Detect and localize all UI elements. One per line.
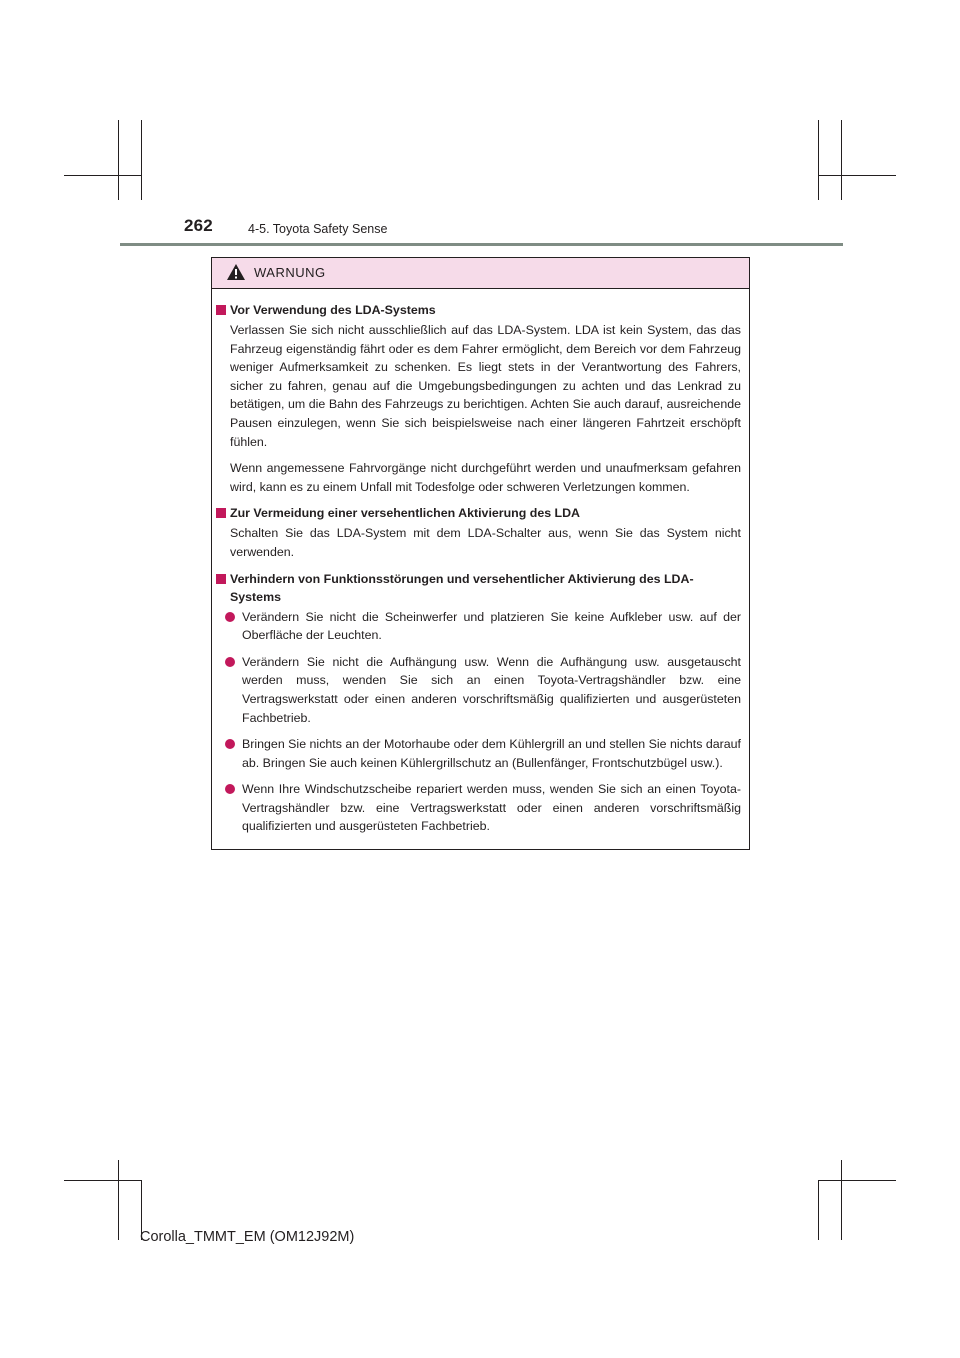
warning-triangle-icon (226, 263, 246, 281)
list-item: Bringen Sie nichts an der Motorhaube oder dem Kühlergrill an und stellen Sie nichts darauf ab. Bringen Sie auch keinen Kühlergrillschutz an (Bullenfänger, Frontschutzbügel usw.). (242, 735, 741, 772)
warning-box (211, 257, 750, 850)
circle-bullet-icon (225, 784, 235, 794)
circle-bullet-icon (225, 739, 235, 749)
circle-bullet-icon (225, 657, 235, 667)
circle-bullet-icon (225, 612, 235, 622)
paragraph: Schalten Sie das LDA-System mit dem LDA-Schalter aus, wenn Sie das System nicht verwenden. (230, 526, 741, 559)
paragraph: Wenn angemessene Fahrvorgänge nicht durchgeführt werden und unaufmerksam gefahren wird, kann es zu einem Unfall mit Todesfolge oder schweren Verletzungen kommen. (230, 461, 741, 494)
list-item: Wenn Ihre Windschutzscheibe repariert werden muss, wenden Sie sich an einen Toyota-Vertragshändler bzw. eine Vertragswerkstatt oder einen anderen vorschriftsmäßig qualifizierten und ausgerüsteten Fachbetrieb. (242, 780, 741, 836)
square-bullet-icon (216, 305, 226, 315)
square-bullet-icon (216, 574, 226, 584)
list-item: Verändern Sie nicht die Aufhängung usw. Wenn die Aufhängung usw. ausgetauscht werden muss, wenden Sie sich an einen Toyota-Vertragshändler bzw. eine Vertragswerkstatt oder einen anderen vorschriftsmäßig qualifizierten und ausgerüsteten Fachbetrieb. (242, 653, 741, 727)
footer-doc-id: Corolla_TMMT_EM (OM12J92M) (140, 1229, 355, 1245)
section-title: 4-5. Toyota Safety Sense (248, 222, 388, 236)
warning-title: WARNUNG (254, 265, 326, 280)
page-number: 262 (184, 216, 213, 235)
section-heading: Zur Vermeidung einer versehentlichen Aktivierung des LDA (212, 504, 741, 522)
square-bullet-icon (216, 508, 226, 518)
section-heading: Verhindern von Funktionsstörungen und versehentlicher Aktivierung des LDA-Systems (212, 570, 741, 606)
list-item: Verändern Sie nicht die Scheinwerfer und platzieren Sie keine Aufkleber usw. auf der Oberfläche der Leuchten. (242, 608, 741, 645)
warning-header (212, 258, 749, 289)
warning-body (212, 289, 749, 836)
header-rule (120, 243, 843, 246)
section-heading: Vor Verwendung des LDA-Systems (212, 301, 741, 319)
paragraph: Verlassen Sie sich nicht ausschließlich auf das LDA-System. LDA ist kein System, das das Fahrzeug eigenständig fährt oder es dem Fahrer ermöglicht, dem Bereich vor dem Fahrzeug weniger Aufmerksamkeit zu schenken. Es liegt stets in der Verantwortung des Fahrers, sicher zu fahren, genau auf die Umgebungsbedingungen zu achten und das Lenkrad zu betätigen, um die Bahn des Fahrzeugs zu berichtigen. Achten Sie auch darauf, ausreichende Pausen einzulegen, wenn Sie sich beispielsweise nach einer längeren Fahrtzeit erschöpft fühlen. (230, 323, 741, 449)
